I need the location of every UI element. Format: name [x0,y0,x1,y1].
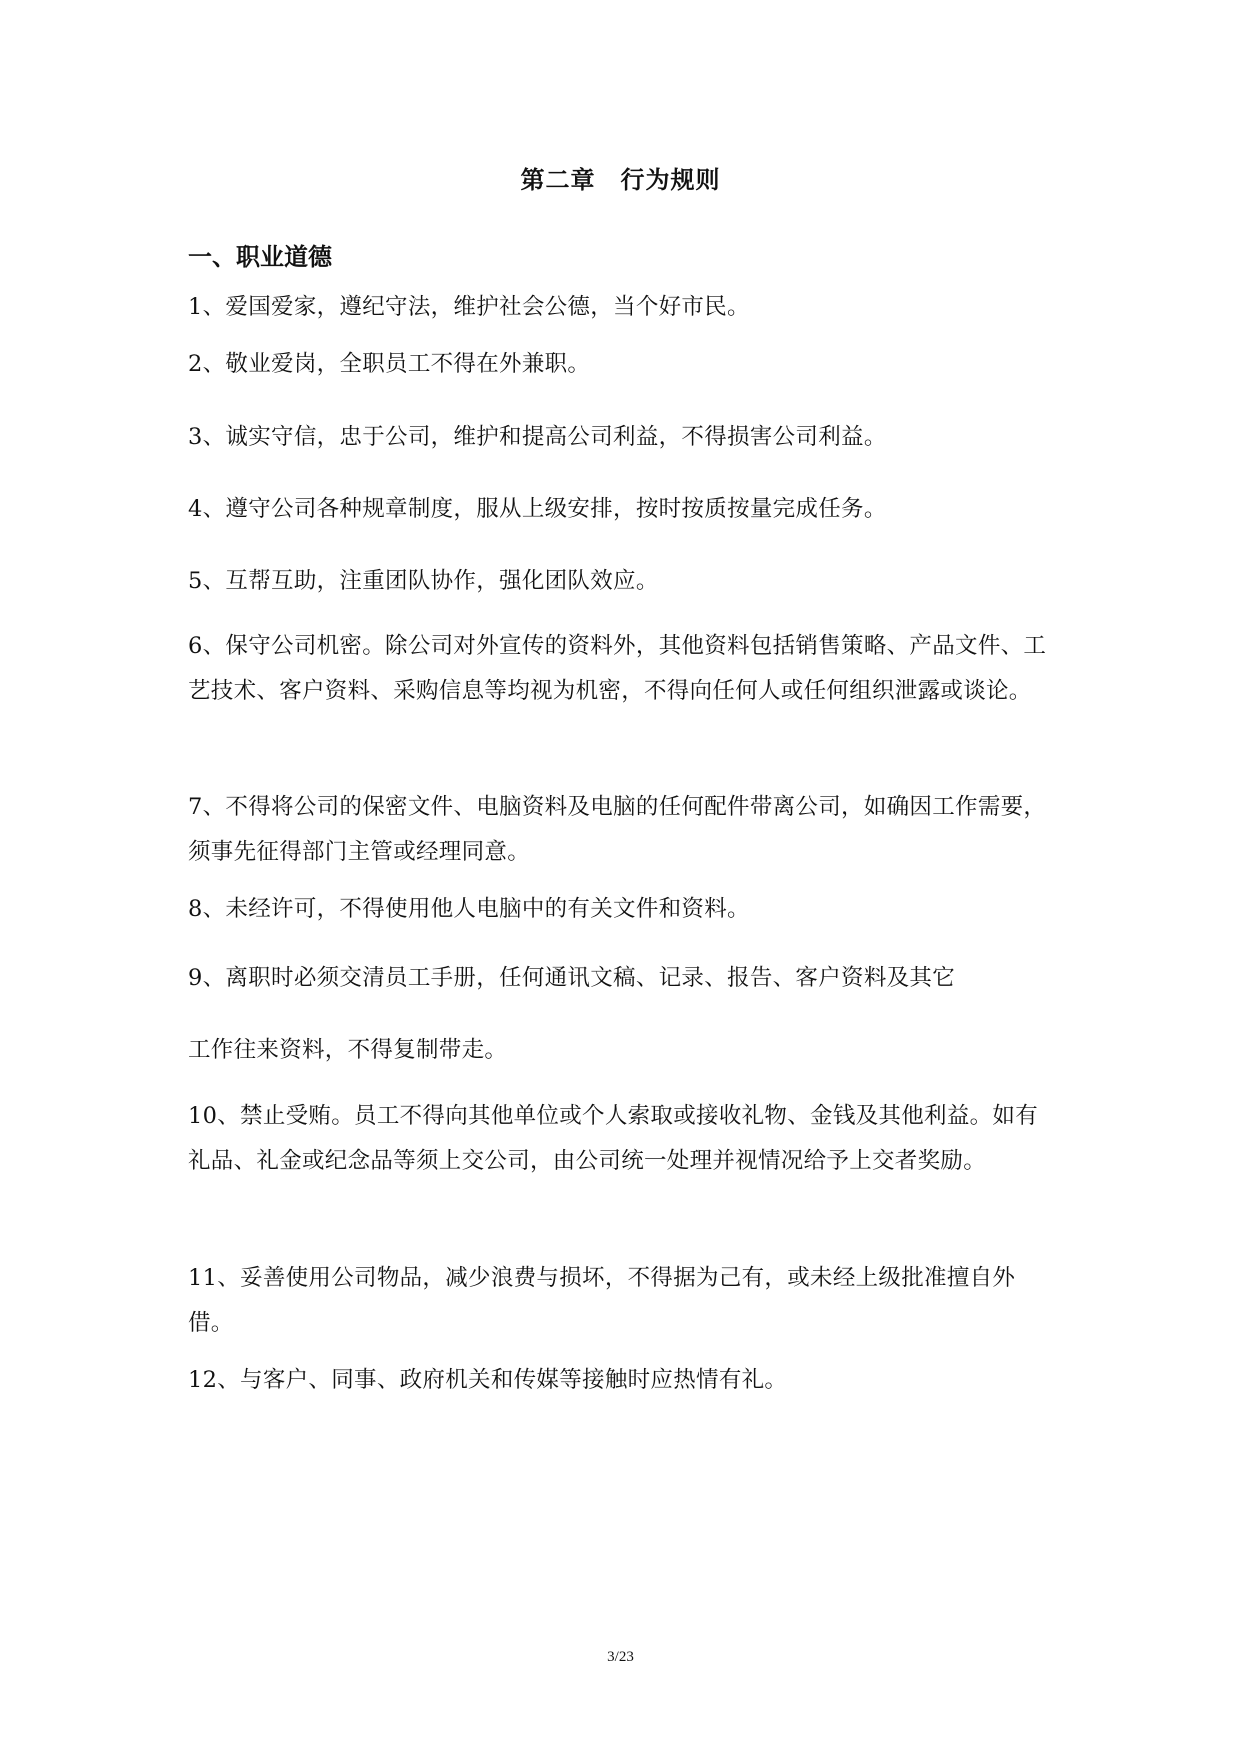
rule-item-3: 3、诚实守信，忠于公司，维护和提高公司利益，不得损害公司利益。 [188,424,887,450]
rule-item-6: 6、保守公司机密。除公司对外宣传的资料外，其他资料包括销售策略、产品文件、工艺技术、客户资料、采购信息等均视为机密，不得向任何人或任何组织泄露或谈论。 [188,633,1047,704]
section-heading: 一、职业道德 [188,243,332,271]
rule-item-12: 12、与客户、同事、政府机关和传媒等接触时应热情有礼。 [188,1367,788,1393]
rule-item-7: 7、不得将公司的保密文件、电脑资料及电脑的任何配件带离公司，如确因工作需要，须事先征得部门主管或经理同意。 [188,794,1047,865]
rule-item-11: 11、妥善使用公司物品，减少浪费与损坏，不得据为己有，或未经上级批准擅自外借。 [188,1265,1016,1336]
rule-item-4: 4、遵守公司各种规章制度，服从上级安排，按时按质按量完成任务。 [188,496,887,522]
page-number: 3/23 [607,1649,634,1665]
rule-item-8: 8、未经许可，不得使用他人电脑中的有关文件和资料。 [188,896,750,922]
chapter-title: 第二章 行为规则 [520,166,721,194]
rule-item-9: 9、离职时必须交清员工手册，任何通讯文稿、记录、报告、客户资料及其它 [188,965,956,991]
rule-item-5: 5、互帮互助，注重团队协作，强化团队效应。 [188,568,659,594]
rule-item-1: 1、爱国爱家，遵纪守法，维护社会公德，当个好市民。 [188,294,750,320]
rule-item-9-continued: 工作往来资料，不得复制带走。 [188,1037,508,1063]
rule-item-2: 2、敬业爱岗，全职员工不得在外兼职。 [188,351,591,377]
rule-item-10: 10、禁止受贿。员工不得向其他单位或个人索取或接收礼物、金钱及其他利益。如有礼品、礼金或纪念品等须上交公司，由公司统一处理并视情况给予上交者奖励。 [188,1103,1039,1174]
